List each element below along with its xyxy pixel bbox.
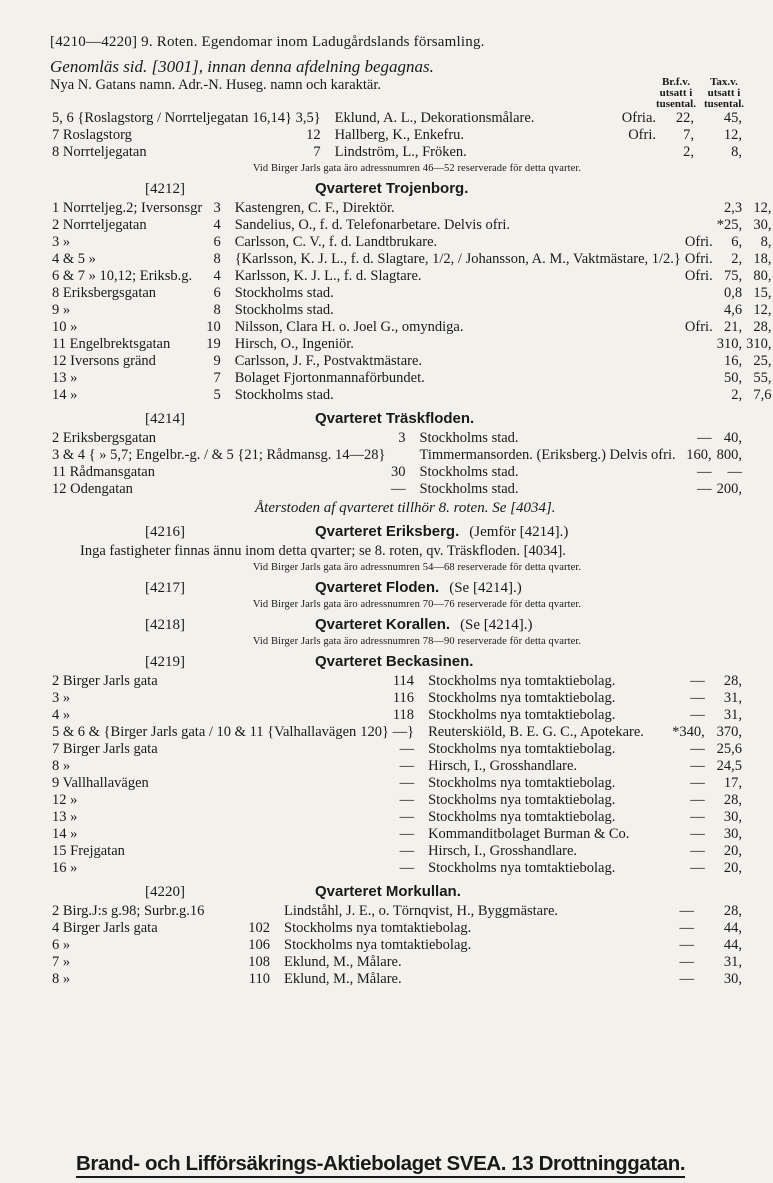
address-number-cell: 3 xyxy=(213,200,221,216)
address-number-cell: 9 xyxy=(213,353,221,369)
address-cell: 8 » xyxy=(52,971,71,987)
status-cell xyxy=(608,937,658,954)
owner-cell: Kommanditbolaget Burman & Co. xyxy=(428,826,630,842)
tax-value-cell: 7,6 xyxy=(753,387,772,403)
fire-value-cell: 6, xyxy=(731,234,743,250)
status-cell xyxy=(683,353,715,370)
tax-value-cell: 31, xyxy=(723,707,742,723)
fire-value-cell: — xyxy=(697,481,712,497)
table-row xyxy=(50,302,773,319)
tax-value-cell: — xyxy=(727,464,742,480)
owner-cell: Stockholms nya tomtaktiebolag. xyxy=(428,775,616,791)
tax-value-cell: 28, xyxy=(723,673,742,689)
fire-value-cell: 22, xyxy=(675,110,694,126)
status-cell: Ofri. xyxy=(684,319,713,335)
reservation-note: Vid Birger Jarls gata äro adressnumren 54—68 reserverade för detta qvarter. xyxy=(252,562,582,573)
table-row xyxy=(50,690,744,707)
address-number-cell: 19 xyxy=(206,336,221,352)
quarter-name: Qvarteret Korallen. xyxy=(315,616,451,633)
status-cell xyxy=(683,285,715,302)
tax-value-cell: 55, xyxy=(753,370,772,386)
table-row xyxy=(50,110,744,127)
notice-italic: Genomläs sid. [3001], innan denna afdelning begagnas. xyxy=(50,57,434,76)
table-row xyxy=(50,251,773,268)
address-number-cell: 6 xyxy=(213,285,221,301)
tax-value-cell: 800, xyxy=(716,447,742,463)
address-number-cell xyxy=(387,447,417,464)
tax-value-cell: 370, xyxy=(716,724,742,740)
quarter-code: [4219] xyxy=(145,654,185,670)
column-header-left: Nya N. Gatans namn. Adr.-N. Huseg. namn och karaktär. xyxy=(50,77,382,93)
address-cell: 13 » xyxy=(52,370,78,386)
status-cell xyxy=(683,200,715,217)
address-cell: 6 & 7 » 10,12; Eriksb.g. xyxy=(52,268,193,284)
quarter-name: Qvarteret Träskfloden. xyxy=(315,410,475,427)
address-cell: 16 » xyxy=(52,860,78,876)
owner-cell: Eklund, A. L., Dekorationsmålare. xyxy=(334,110,535,126)
table-row xyxy=(50,673,744,690)
status-cell xyxy=(683,387,715,404)
status-cell xyxy=(646,724,670,741)
owner-cell: Stockholms nya tomtaktiebolag. xyxy=(428,690,616,706)
status-cell xyxy=(646,843,670,860)
fire-value-cell: 160, xyxy=(686,447,712,463)
quarter-blocks xyxy=(50,110,772,988)
tax-value-cell: 44, xyxy=(723,937,742,953)
fire-value-cell: — xyxy=(679,954,694,970)
address-cell: 2 Birg.J:s g.98; Surbr.g.16 xyxy=(52,903,205,919)
address-number-cell: 4 xyxy=(213,217,221,233)
owner-cell: Stockholms stad. xyxy=(234,387,334,403)
address-cell: 15 Frejgatan xyxy=(52,843,125,859)
address-number-cell: — xyxy=(399,741,415,757)
fire-value-cell: — xyxy=(690,792,705,808)
tax-value-cell: 31, xyxy=(723,954,742,970)
running-head: [4210—4220] 9. Roten. Egendomar inom Ladugårdslands församling. xyxy=(50,34,485,50)
status-cell xyxy=(683,217,715,234)
status-cell xyxy=(646,758,670,775)
table-row xyxy=(50,127,744,144)
column-header xyxy=(50,77,744,110)
fire-value-cell: — xyxy=(690,775,705,791)
quarter-code: [4212] xyxy=(145,181,185,197)
tax-value-cell: 25,6 xyxy=(716,741,742,757)
table-row xyxy=(50,387,773,404)
address-number-cell: — xyxy=(399,775,415,791)
quarter-code: [4214] xyxy=(145,411,185,427)
quarter-code: [4216] xyxy=(145,524,185,540)
table-row xyxy=(50,920,744,937)
address-cell: 12 Iversons gränd xyxy=(52,353,156,369)
status-cell xyxy=(608,971,658,988)
fire-value-cell: — xyxy=(690,809,705,825)
tax-value-cell: 8, xyxy=(760,234,772,250)
address-number-cell: 7 xyxy=(213,370,221,386)
status-cell: Ofri. xyxy=(684,268,713,284)
table-row xyxy=(50,464,744,481)
address-cell: 11 Engelbrektsgatan xyxy=(52,336,171,352)
fire-value-cell: — xyxy=(679,971,694,987)
table-row xyxy=(50,843,744,860)
owner-cell: Stockholms stad. xyxy=(419,481,519,497)
quarter-heading xyxy=(50,180,744,198)
fire-value-cell: 75, xyxy=(723,268,743,284)
fire-value-cell: 2, xyxy=(683,144,694,160)
address-number-cell: — xyxy=(399,809,415,825)
fire-value-cell: — xyxy=(690,741,705,757)
address-cell: 7 Roslagstorg xyxy=(52,127,132,143)
owner-cell: Stockholms nya tomtaktiebolag. xyxy=(428,741,616,757)
address-number-cell: — xyxy=(399,826,415,842)
owner-cell: Eklund, M., Målare. xyxy=(284,971,402,987)
reservation-note: Vid Birger Jarls gata äro adressnumren 70—76 reserverade för detta qvarter. xyxy=(252,599,582,610)
address-cell: 12 Odengatan xyxy=(52,481,133,497)
quarter-code: [4217] xyxy=(145,580,185,596)
quarter-name: Qvarteret Floden. xyxy=(315,579,440,596)
taxv-header: Tax.v. utsatt i tusental. xyxy=(703,76,744,110)
table-row xyxy=(50,937,744,954)
address-cell: 8 Eriksbergsgatan xyxy=(52,285,157,301)
quarter-code: [4220] xyxy=(145,884,185,900)
property-table xyxy=(50,673,744,877)
address-number-cell: — xyxy=(399,860,415,876)
table-row xyxy=(50,447,744,464)
fire-value-cell: 2,3 xyxy=(723,200,743,216)
reservation-note: Vid Birger Jarls gata äro adressnumren 46—52 reserverade för detta qvarter. xyxy=(252,163,582,174)
owner-cell: Eklund, M., Målare. xyxy=(284,954,402,970)
table-row xyxy=(50,826,744,843)
owner-cell: Karlsson, K. J. L., f. d. Slagtare. xyxy=(234,268,422,284)
address-cell: 9 Vallhallavägen xyxy=(52,775,149,791)
address-number-cell: 8 xyxy=(213,302,221,318)
status-cell xyxy=(608,920,658,937)
owner-cell: Hirsch, I., Grosshandlare. xyxy=(428,843,578,859)
address-number-cell: — xyxy=(399,843,415,859)
owner-cell: Stockholms nya tomtaktiebolag. xyxy=(428,809,616,825)
address-number-cell: — xyxy=(399,792,415,808)
address-cell: 2 Norrteljegatan xyxy=(52,217,147,233)
address-cell: 9 » xyxy=(52,302,71,318)
fire-value-cell: 7, xyxy=(683,127,694,143)
fire-value-cell: 2, xyxy=(731,387,743,403)
table-row xyxy=(50,285,773,302)
address-cell: 6 » xyxy=(52,937,71,953)
address-number-cell: 8 xyxy=(213,251,221,267)
tax-value-cell: 31, xyxy=(723,690,742,706)
advertisement: Brand- och Lifförsäkrings-Aktiebolaget SVEA. 13 Drottninggatan. xyxy=(76,1152,685,1178)
status-cell: Ofri. xyxy=(628,127,656,143)
address-cell: 2 Birger Jarls gata xyxy=(52,673,158,689)
status-cell xyxy=(683,302,715,319)
status-cell: Ofri. xyxy=(684,251,713,267)
table-row xyxy=(50,319,773,336)
tax-value-cell: 310, xyxy=(746,336,772,352)
value-column-headers xyxy=(656,77,744,110)
tax-value-cell: 18, xyxy=(753,251,772,267)
table-row xyxy=(50,792,744,809)
owner-cell: Hirsch, I., Grosshandlare. xyxy=(428,758,578,774)
fire-value-cell: *340, xyxy=(672,724,705,740)
table-row xyxy=(50,200,773,217)
status-cell xyxy=(683,370,715,387)
owner-cell: Hallberg, K., Enkefru. xyxy=(334,127,465,143)
quarter-name: Qvarteret Morkullan. xyxy=(315,883,461,900)
owner-cell: Lindståhl, J. E., o. Törnqvist, H., Byggmästare. xyxy=(284,903,558,919)
tax-value-cell: 28, xyxy=(753,319,772,335)
tax-value-cell: 30, xyxy=(723,971,742,987)
tax-value-cell: 12, xyxy=(753,200,772,216)
address-number-cell: 102 xyxy=(248,920,270,936)
address-number-cell: 10 xyxy=(206,319,221,335)
address-cell: 1 Norrteljeg.2; Iversonsgr xyxy=(52,200,203,216)
fire-value-cell: — xyxy=(697,464,712,480)
owner-cell: Hirsch, O., Ingeniör. xyxy=(234,336,354,352)
tax-value-cell: 20, xyxy=(723,860,742,876)
address-number-cell: 30 xyxy=(390,464,406,480)
usage-notice xyxy=(50,57,744,77)
owner-cell: Stockholms nya tomtaktiebolag. xyxy=(284,937,472,953)
address-cell: 3 » xyxy=(52,234,71,250)
address-cell: 8 Norrteljegatan xyxy=(52,144,147,160)
quarter-reference: (Jemför [4214].) xyxy=(469,524,569,540)
text-line: Inga fastigheter finnas ännu inom detta qvarter; se 8. roten, qv. Träskfloden. [4034]. xyxy=(80,543,566,559)
fire-value-cell: — xyxy=(679,937,694,953)
brfv-header: Br.f.v. utsatt i tusental. xyxy=(655,76,696,110)
address-cell: 4 » xyxy=(52,707,71,723)
owner-cell: Carlsson, J. F., Postvaktmästare. xyxy=(234,353,423,369)
quarter-heading xyxy=(50,579,744,597)
address-number-cell: 116 xyxy=(392,690,415,706)
status-cell: Ofria. xyxy=(621,110,656,126)
tax-value-cell: 20, xyxy=(723,843,742,859)
address-number-cell: — xyxy=(399,758,415,774)
address-number-cell: 108 xyxy=(248,954,270,970)
quarter-heading xyxy=(50,523,744,541)
status-cell xyxy=(646,860,670,877)
address-cell: 4 Birger Jarls gata xyxy=(52,920,158,936)
table-row xyxy=(50,707,744,724)
tax-value-cell: 15, xyxy=(753,285,772,301)
tax-value-cell: 17, xyxy=(723,775,742,791)
owner-cell: Carlsson, C. V., f. d. Landtbrukare. xyxy=(234,234,438,250)
status-cell xyxy=(646,809,670,826)
owner-cell: Stockholms stad. xyxy=(234,302,334,318)
owner-cell: Stockholms stad. xyxy=(234,285,334,301)
address-number-cell: 7 xyxy=(313,144,321,160)
table-row xyxy=(50,430,744,447)
owner-cell: Stockholms nya tomtaktiebolag. xyxy=(284,920,472,936)
table-row xyxy=(50,234,773,251)
address-number-cell: 106 xyxy=(248,937,270,953)
table-row xyxy=(50,809,744,826)
address-number-cell: 3 xyxy=(398,430,406,446)
fire-value-cell: 50, xyxy=(723,370,743,386)
tax-value-cell: 80, xyxy=(753,268,772,284)
table-row xyxy=(50,336,773,353)
tax-value-cell: 28, xyxy=(723,903,742,919)
address-cell: 4 & 5 » xyxy=(52,251,96,267)
address-number-cell: 4 xyxy=(213,268,221,284)
table-row xyxy=(50,353,773,370)
address-cell: 8 » xyxy=(52,758,71,774)
address-cell: 10 » xyxy=(52,319,78,335)
owner-cell: Stockholms nya tomtaktiebolag. xyxy=(428,792,616,808)
status-cell xyxy=(646,775,670,792)
status-cell xyxy=(646,690,670,707)
table-row xyxy=(50,741,744,758)
tax-value-cell: 25, xyxy=(753,353,772,369)
fire-value-cell: — xyxy=(697,430,712,446)
fire-value-cell: 2, xyxy=(731,251,743,267)
owner-cell: Kastengren, C. F., Direktör. xyxy=(234,200,395,216)
tax-value-cell: 44, xyxy=(723,920,742,936)
address-cell: 14 » xyxy=(52,387,78,403)
property-table xyxy=(50,200,773,404)
owner-cell: Stockholms stad. xyxy=(419,464,519,480)
fire-value-cell: 0,8 xyxy=(723,285,743,301)
fire-value-cell: 21, xyxy=(723,319,743,335)
status-cell xyxy=(683,336,715,353)
tax-value-cell: 8, xyxy=(731,144,742,160)
status-cell xyxy=(646,741,670,758)
table-row xyxy=(50,860,744,877)
address-number-cell: 114 xyxy=(392,673,415,689)
fire-value-cell: — xyxy=(690,758,705,774)
status-cell xyxy=(646,826,670,843)
address-number-cell: 6 xyxy=(213,234,221,250)
tax-value-cell: 40, xyxy=(723,430,742,446)
status-cell: Ofri. xyxy=(684,234,713,250)
owner-cell: {Karlsson, K. J. L., f. d. Slagtare, 1/2, / Johansson, A. M., Vaktmästare, 1/2.} xyxy=(234,251,681,267)
address-number-cell: 12 xyxy=(306,127,321,143)
fire-value-cell: — xyxy=(690,826,705,842)
owner-cell: Timmermansorden. (Eriksberg.) Delvis ofri. xyxy=(419,447,676,463)
owner-cell: Stockholms nya tomtaktiebolag. xyxy=(428,860,616,876)
property-table xyxy=(50,430,744,498)
status-cell xyxy=(608,144,658,161)
table-row xyxy=(50,268,773,285)
fire-value-cell: — xyxy=(690,707,705,723)
quarter-name: Qvarteret Eriksberg. xyxy=(315,523,460,540)
address-cell: 7 Birger Jarls gata xyxy=(52,741,158,757)
tax-value-cell: 12, xyxy=(753,302,772,318)
property-table xyxy=(50,110,744,161)
tax-value-cell: 24,5 xyxy=(716,758,742,774)
fire-value-cell: 310, xyxy=(716,336,743,352)
tax-value-cell: 28, xyxy=(723,792,742,808)
fire-value-cell: *25, xyxy=(716,217,743,233)
table-row xyxy=(50,217,773,234)
status-cell xyxy=(646,707,670,724)
address-cell: 3 » xyxy=(52,690,71,706)
table-row xyxy=(50,370,773,387)
owner-cell: Lindström, L., Fröken. xyxy=(334,144,467,160)
fire-value-cell: — xyxy=(690,860,705,876)
table-row xyxy=(50,971,744,988)
tax-value-cell: 200, xyxy=(716,481,742,497)
address-cell: 14 » xyxy=(52,826,78,842)
property-table xyxy=(50,903,744,988)
address-cell: 3 & 4 { » 5,7; Engelbr.-g. / & 5 {21; Rådmansg. 14—28} xyxy=(52,447,386,463)
tax-value-cell: 30, xyxy=(753,217,772,233)
status-cell xyxy=(646,673,670,690)
address-number-cell: 120} —} xyxy=(360,724,415,740)
owner-cell: Stockholms stad. xyxy=(419,430,519,446)
reservation-note: Vid Birger Jarls gata äro adressnumren 78—90 reserverade för detta qvarter. xyxy=(252,636,582,647)
owner-cell: Stockholms nya tomtaktiebolag. xyxy=(428,707,616,723)
quarter-name: Qvarteret Beckasinen. xyxy=(315,653,474,670)
tax-value-cell: 30, xyxy=(723,826,742,842)
tax-value-cell: 30, xyxy=(723,809,742,825)
address-cell: 13 » xyxy=(52,809,78,825)
table-row xyxy=(50,724,744,741)
address-number-cell xyxy=(222,903,282,920)
tax-value-cell: 12, xyxy=(723,127,742,143)
status-cell xyxy=(608,954,658,971)
address-cell: 5, 6 {Roslagstorg / Norrteljegatan xyxy=(52,110,249,126)
quarter-reference: (Se [4214].) xyxy=(460,617,533,633)
address-number-cell: 118 xyxy=(392,707,415,723)
address-cell: 11 Rådmansgatan xyxy=(52,464,155,480)
fire-value-cell: — xyxy=(679,920,694,936)
owner-cell: Stockholms nya tomtaktiebolag. xyxy=(428,673,616,689)
address-number-cell: 110 xyxy=(248,971,270,987)
address-cell: 5 & 6 & {Birger Jarls gata / 10 & 11 {Valhallavägen xyxy=(52,724,357,740)
fire-value-cell: 4,6 xyxy=(723,302,743,318)
quarter-reference: (Se [4214].) xyxy=(449,580,522,596)
owner-cell: Reuterskiöld, B. E. G. C., Apotekare. xyxy=(428,724,644,740)
tax-value-cell: 45, xyxy=(723,110,742,126)
quarter-heading xyxy=(50,883,744,901)
fire-value-cell: — xyxy=(690,690,705,706)
remainder-note: Återstoden af qvarteret tillhör 8. roten. Se [4034]. xyxy=(255,500,556,516)
quarter-heading xyxy=(50,410,744,428)
address-number-cell: — xyxy=(390,481,406,497)
table-row xyxy=(50,775,744,792)
table-row xyxy=(50,954,744,971)
address-cell: 12 » xyxy=(52,792,78,808)
quarter-heading xyxy=(50,653,744,671)
quarter-heading xyxy=(50,616,744,634)
table-row xyxy=(50,758,744,775)
address-number-cell: 5 xyxy=(213,387,221,403)
owner-cell: Nilsson, Clara H. o. Joel G., omyndiga. xyxy=(234,319,464,335)
quarter-name: Qvarteret Trojenborg. xyxy=(315,180,469,197)
fire-value-cell: — xyxy=(690,843,705,859)
status-cell xyxy=(608,903,658,920)
fire-value-cell: — xyxy=(690,673,705,689)
quarter-code: [4218] xyxy=(145,617,185,633)
address-cell: 2 Eriksbergsgatan xyxy=(52,430,157,446)
fire-value-cell: — xyxy=(679,903,694,919)
owner-cell: Bolaget Fjortonmannaförbundet. xyxy=(234,370,425,386)
owner-cell: Sandelius, O., f. d. Telefonarbetare. Delvis ofri. xyxy=(234,217,511,233)
table-row xyxy=(50,481,744,498)
address-number-cell: 16,14} 3,5} xyxy=(252,110,321,126)
table-row xyxy=(50,903,744,920)
table-row xyxy=(50,144,744,161)
address-cell: 7 » xyxy=(52,954,71,970)
fire-value-cell: 16, xyxy=(723,353,743,369)
status-cell xyxy=(646,792,670,809)
